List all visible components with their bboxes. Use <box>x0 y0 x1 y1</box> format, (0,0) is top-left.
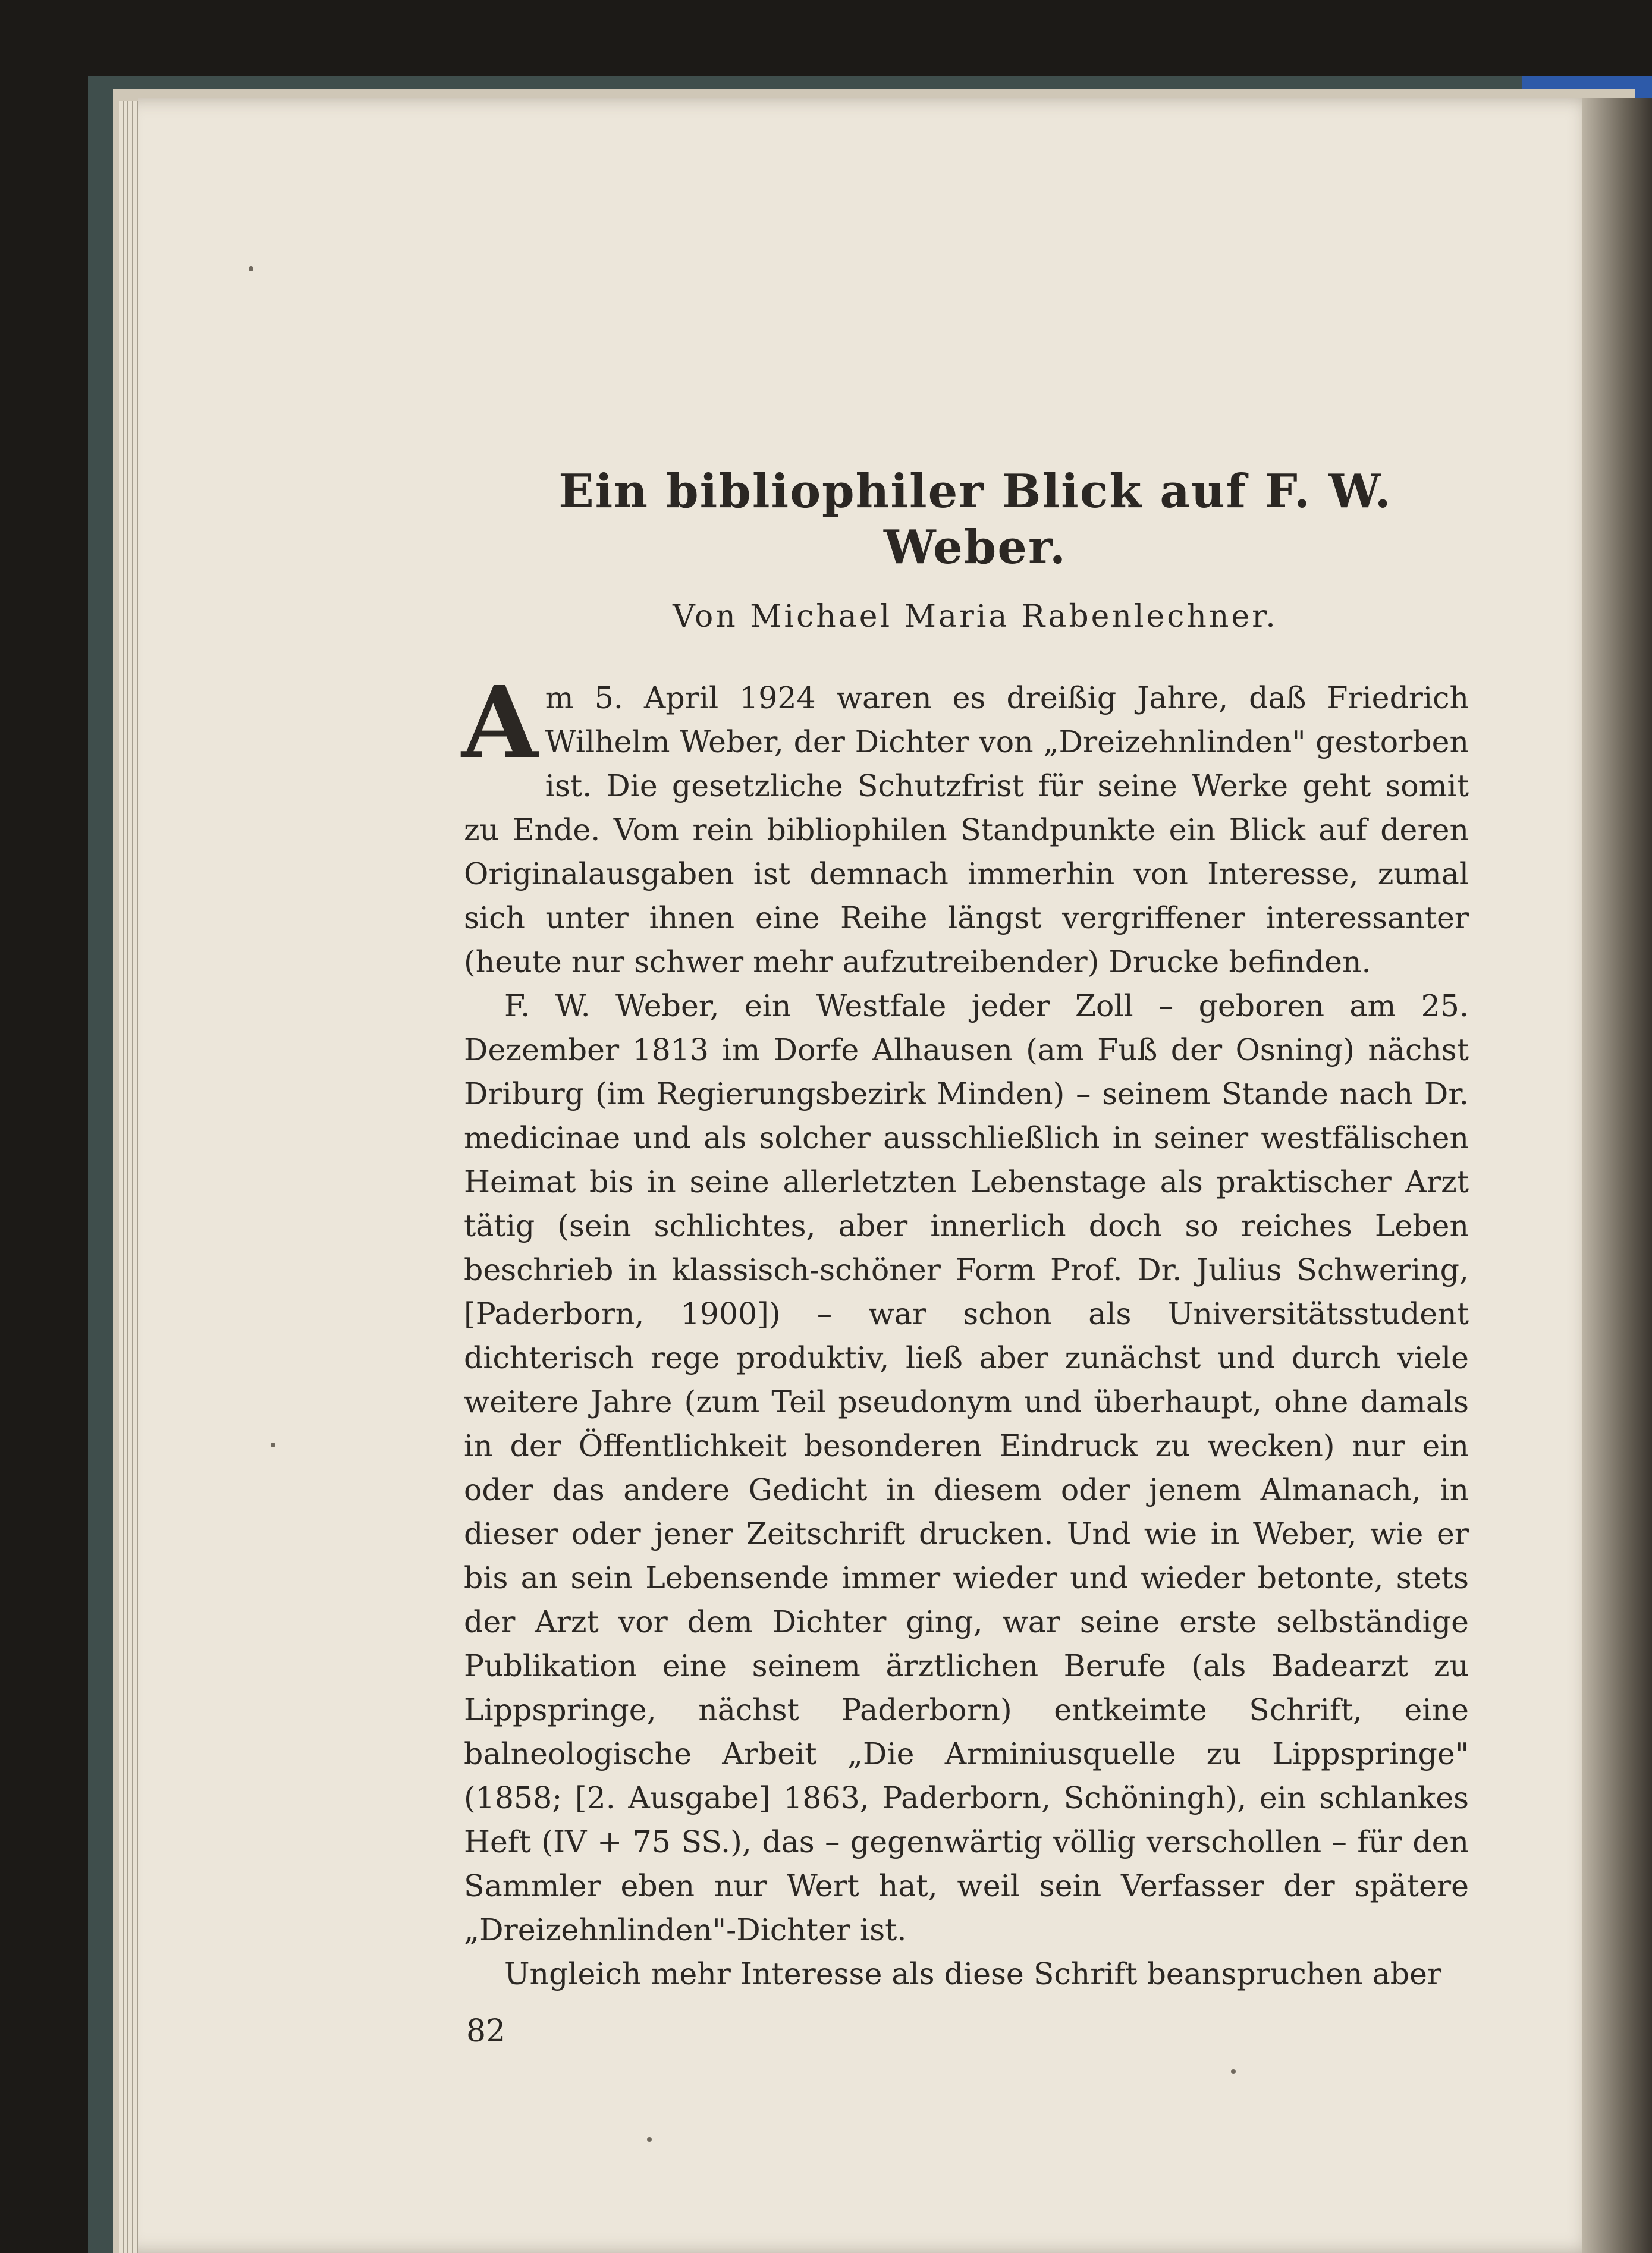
paper-speck <box>249 266 253 271</box>
paper-speck <box>647 2137 652 2142</box>
paper-speck <box>271 1443 275 1447</box>
page-number: 82 <box>466 2013 506 2049</box>
page-fold-shadow <box>1582 98 1652 2253</box>
article-title: Ein bibliophiler Blick auf F. W. Weber. <box>558 464 1392 574</box>
article-byline: Von Michael Maria Rabenlechner. <box>673 599 1278 635</box>
paragraph-3: Ungleich mehr Interesse als diese Schrift beanspruchen aber <box>504 1956 1442 1992</box>
paragraph-1 <box>461 665 1469 984</box>
paragraph-1-text: m 5. April 1924 waren es dreißig Jahre, daß Friedrich Wilhelm Weber, der Dichter von „Dreizehnlinden" gestorben ist. Die gesetzliche Schutzfrist für seine Werke geht somit zu Ende. Vom rein bibliophilen Standpunkte ein Blick auf deren Originalausgaben ist demnach immerhin von Interesse, zumal sich unter ihnen eine Reihe längst vergriffener interessanter (heute nur schwer mehr aufzutreibender) Drucke befinden. <box>464 680 1469 980</box>
paper-speck <box>1231 2069 1236 2074</box>
drop-capital: A <box>461 665 538 781</box>
article-body <box>461 464 1469 1996</box>
paragraph-2: F. W. Weber, ein Westfale jeder Zoll – geboren am 25. Dezember 1813 im Dorfe Alhausen (am Fuß der Osning) nächst Driburg (im Regierungsbezirk Minden) – seinem Stande nach Dr. medicinae und als solcher ausschließlich in seiner westfälischen Heimat bis in seine allerletzten Lebenstage als praktischer Arzt tätig (sein schlichtes, aber innerlich doch so reiches Leben beschrieb in klassisch-schöner Form Prof. Dr. Julius Schwering, [Paderborn, 1900]) – war schon als Universitätsstudent dichterisch rege produktiv, ließ aber zunächst und durch viele weitere Jahre (zum Teil pseudonym und überhaupt, ohne damals in der Öffentlichkeit besonderen Eindruck zu wecken) nur ein oder das andere Gedicht in diesem oder jenem Almanach, in dieser oder jener Zeitschrift drucken. Und wie in Weber, wie er bis an sein Lebensende immer wieder und wieder betonte, stets der Arzt vor dem Dichter ging, war seine erste selbständige Publikation eine seinem ärztlichen Berufe (als Badearzt zu Lippspringe, nächst Paderborn) entkeimte Schrift, eine balneologische Arbeit „Die Arminiusquelle zu Lippspringe" (1858; [2. Ausgabe] 1863, Paderborn, Schöningh), ein schlankes Heft (IV + 75 SS.), das – gegenwärtig völlig verschollen – für den Sammler eben nur Wert hat, weil sein Verfasser der spätere „Dreizehnlinden"-Dichter ist. <box>464 988 1469 1948</box>
